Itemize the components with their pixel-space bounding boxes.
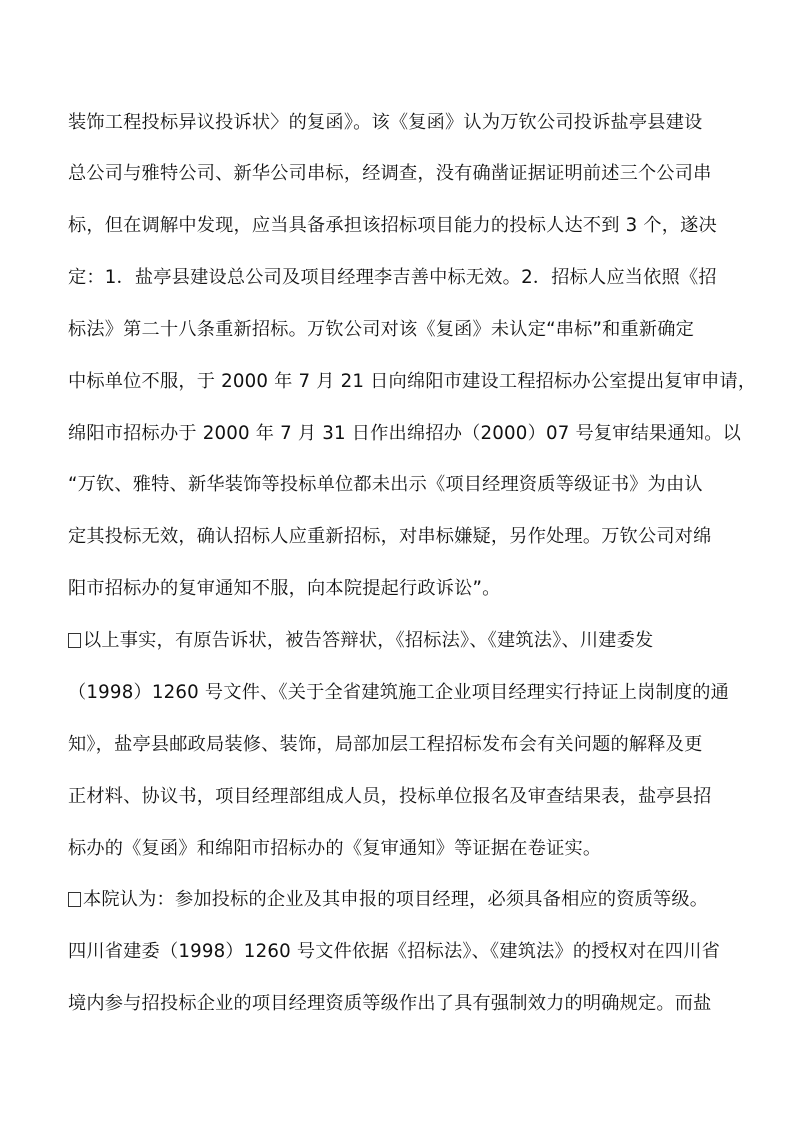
paragraph-marker-icon xyxy=(68,633,81,648)
text-line: 标法》第二十八条重新招标。万钦公司对该《复函》未认定“串标”和重新确定 xyxy=(68,319,695,340)
text-line: 总公司与雅特公司、新华公司串标，经调查，没有确凿证据证明前述三个公司串 xyxy=(68,163,712,184)
text-line: 中标单位不服，于 2000 年 7 月 21 日向绵阳市建设工程招标办公室提出复审申请， xyxy=(68,371,757,392)
text-line: 知》，盐亭县邮政局装修、装饰，局部加层工程招标发布会有关问题的解释及更 xyxy=(68,734,703,755)
paragraph-start-line xyxy=(68,628,740,654)
text-line: 标，但在调解中发现，应当具备承担该招标项目能力的投标人达不到 3 个，遂决 xyxy=(68,215,717,236)
text-line: 以上事实，有原告诉状，被告答辩状，《招标法》、《建筑法》、川建委发 xyxy=(83,630,654,651)
text-line: 绵阳市招标办于 2000 年 7 月 31 日作出绵招办（2000）07 号复审结果通知。以 xyxy=(68,423,741,444)
text-line: 正材料、协议书，项目经理部组成人员，投标单位报名及审查结果表，盐亭县招 xyxy=(68,786,712,807)
text-line: 标办的《复函》和绵阳市招标办的《复审通知》等证据在卷证实。 xyxy=(68,838,602,859)
text-line: （1998）1260 号文件、《关于全省建筑施工企业项目经理实行持证上岗制度的通 xyxy=(68,682,730,703)
text-line: 本院认为：参加投标的企业及其申报的项目经理，必须具备相应的资质等级。 xyxy=(83,889,709,910)
text-line: 定其投标无效，确认招标人应重新招标，对串标嫌疑，另作处理。万钦公司对绵 xyxy=(68,526,712,547)
text-line: “万钦、雅特、新华装饰等投标单位都未出示《项目经理资质等级证书》为由认 xyxy=(68,474,703,495)
paragraph-marker-icon xyxy=(68,892,81,907)
text-line: 四川省建委（1998）1260 号文件依据《招标法》、《建筑法》的授权对在四川省 xyxy=(68,941,720,962)
text-line: 阳市招标办的复审通知不服，向本院提起行政诉讼”。 xyxy=(68,578,501,599)
text-line: 境内参与招投标企业的项目经理资质等级作出了具有强制效力的明确规定。而盐 xyxy=(68,993,712,1014)
paragraph-start-line xyxy=(68,887,740,913)
text-line: 定：1．盐亭县建设总公司及项目经理李吉善中标无效。2．招标人应当依照《招 xyxy=(68,267,717,288)
text-line: 装饰工程投标异议投诉状〉的复函》。该《复函》认为万钦公司投诉盐亭县建设 xyxy=(68,112,703,133)
